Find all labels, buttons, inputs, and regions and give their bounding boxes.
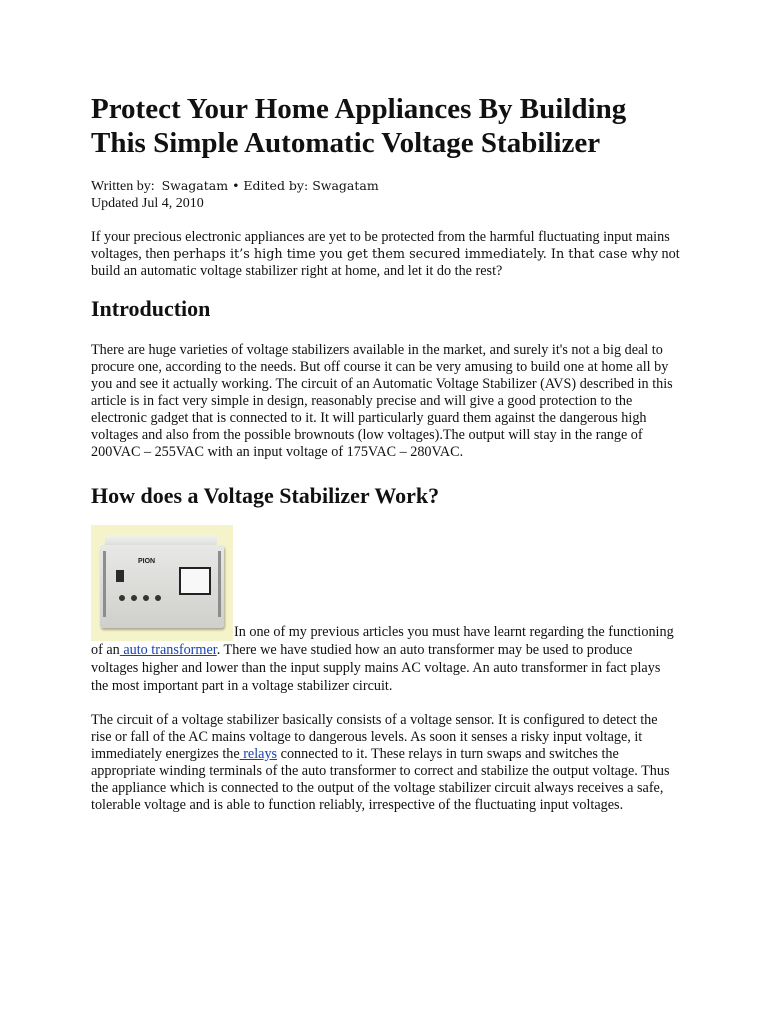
indicator-knob: [143, 595, 149, 601]
byline: [91, 177, 681, 212]
voltage-stabilizer-image: [91, 525, 233, 641]
author-name: Swagatam: [161, 178, 229, 193]
how-it-works-heading: How does a Voltage Stabilizer Work?: [91, 483, 440, 508]
edited-by-separator: • Edited by:: [228, 178, 313, 193]
right-handle: [218, 551, 221, 617]
intro-text-3: not build an automatic voltage stabilizer right at home, and let it do the rest?: [91, 246, 680, 279]
para2-text-a: The circuit of a voltage stabilizer basically consists of a voltage sensor. It is configured to detect the rise or fall of the AC mains voltage to dangerous levels. As soon it senses a risky input voltage, it immediately energizes the: [91, 712, 658, 762]
power-switch: [116, 570, 124, 582]
editor-name: Swagatam: [312, 178, 379, 193]
article: [91, 92, 681, 814]
relays-link[interactable]: relays: [239, 746, 278, 762]
stabilizer-brand-label: PION: [138, 558, 156, 565]
author-line: [91, 177, 681, 195]
para1-text-b: . There we have studied how an auto transformer may be used to produce voltages higher and lower than the input supply mains AC voltage. An auto transformer in fact plays the most important part in a voltage stabilizer circuit.: [91, 642, 661, 694]
para2-text-b: connected to it. These relays in turn swaps and switches the appropriate winding terminals of the auto transformer to correct and stabilize the output voltage. Thus the appliance which is connected to the output of the voltage stabilizer circuit always receives a safe, tolerable voltage and is able to function reliably, irrespective of the fluctuating input voltages.: [91, 746, 670, 813]
indicator-knob: [119, 595, 125, 601]
indicator-knob: [155, 595, 161, 601]
voltmeter-dial: [179, 567, 211, 595]
updated-date: Updated Jul 4, 2010: [91, 196, 204, 211]
para1-text-a: In one of my previous articles you must have learnt regarding the functioning of an: [91, 624, 674, 658]
left-handle: [103, 551, 106, 617]
auto-transformer-link[interactable]: auto transformer: [119, 642, 217, 658]
byline-prefix: Written by:: [91, 179, 155, 194]
article-title: Protect Your Home Appliances By Building This Simple Automatic Voltage Stabilizer: [91, 93, 627, 159]
introduction-paragraph: There are huge varieties of voltage stabilizers available in the market, and surely it's not a big deal to procure one, according to the needs. But off course it can be very amusing to build one at home all by you and see it actually working. The circuit of an Automatic Voltage Stabilizer (AVS) described in this article is in fact very simple in design, reasonably precise and will give a good protection to the electronic gadget that is connected to it. It will particularly guard them against the dangerous high voltages and also from the possible brownouts (low voltages).The output will stay in the range of 200VAC – 255VAC with an input voltage of 175VAC – 280VAC.: [91, 342, 673, 460]
stabilizer-circuit-paragraph: [91, 712, 681, 814]
indicator-knob: [131, 595, 137, 601]
intro-paragraph: [91, 229, 681, 280]
figure-paragraph: [91, 525, 681, 695]
intro-text-1: If your precious electronic appliances are yet to be protected from the harmful fluctuating input mains voltages, then: [91, 229, 670, 262]
intro-text-2: perhaps it’s high time you get them secured immediately. In that case why: [173, 247, 658, 262]
introduction-heading: Introduction: [91, 296, 211, 321]
